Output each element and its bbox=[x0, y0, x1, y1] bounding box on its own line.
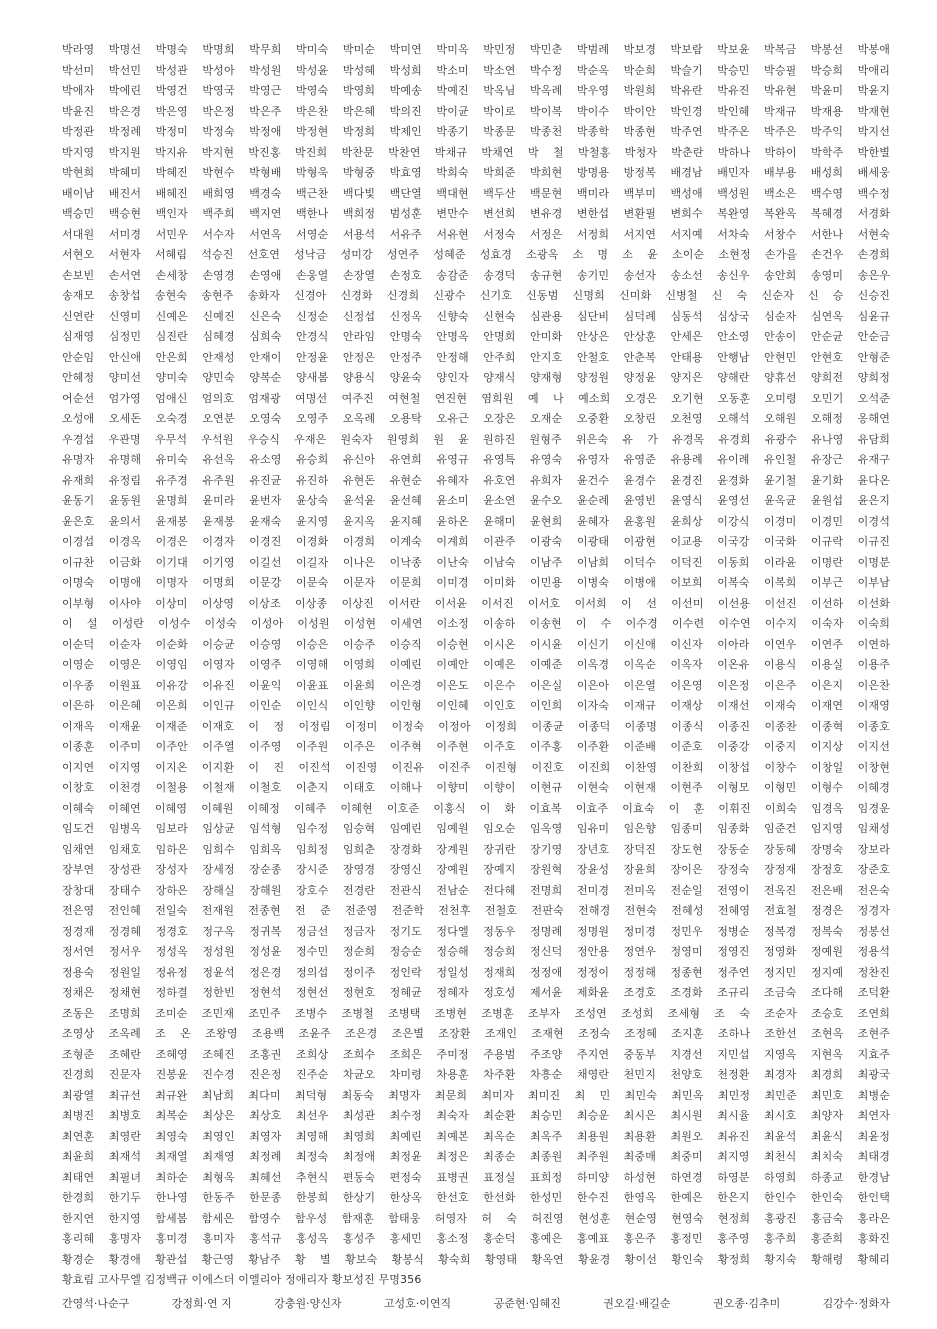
donor-names-line: 최윤희 최재석 최재열 최재영 최정례 최정숙 최정애 최정윤 최정은 최종순 최종원 최주원 최중매 최중미 최지영 최천식 최치숙 최태경 bbox=[62, 1150, 890, 1163]
donor-names-line: 이경섭 이경옥 이경은 이경자 이경진 이경화 이경희 이계숙 이계희 이관주 이광숙 이광태 이광현 이교용 이국강 이국화 이규락 이규진 bbox=[62, 535, 890, 548]
donor-names-line: 박윤진 박은경 박은영 박은정 박은주 박은찬 박은혜 박의진 박이균 박이로 박이복 박이수 박이안 박인경 박인혜 박재규 박재용 박재현 bbox=[62, 104, 890, 118]
donor-names-line: 신연란 신영미 신예은 신예진 신은숙 신정순 신정섭 신정옥 신향숙 신현숙 심관용 심단비 심덕례 심동석 심상국 심순자 심연옥 심윤규 bbox=[62, 309, 890, 323]
donor-names-line: 어순선 엄가영 엄애신 엄의호 엄재광 여명선 여주진 여현철 연진현 염희원 예 나 예소희 오경은 오기현 오동훈 오미령 오민기 오석준 bbox=[62, 391, 890, 405]
donor-names-line: 이은하 이은혜 이은희 이인규 이인순 이인식 이인향 이인형 이인혜 이인호 이인희 이자숙 이재규 이재상 이재선 이재숙 이재연 이재영 bbox=[62, 699, 890, 712]
donor-names-line: 최태연 최필녀 최하순 최형옥 최혜선 추현식 편동숙 편정숙 표병권 표정실 표희정 하미양 하성현 하연경 하영분 하영희 하종교 한경남 bbox=[62, 1170, 890, 1184]
donor-names-line: 전은영 전인혜 전일숙 전재원 전종현 전 준 전준영 전준학 전천후 전철호 전판숙 전해경 전현숙 전혜성 전혜영 전효철 정경은 정경자 bbox=[62, 904, 890, 917]
donor-names-line: 윤은호 윤의서 윤재봉 윤재봉 윤재숙 윤지영 윤지옥 윤지혜 윤하온 윤해미 윤현희 윤혜자 윤홍원 윤희상 이강식 이경미 이경민 이경석 bbox=[62, 514, 890, 528]
donor-names-line: 유명자 유명해 유미숙 유선옥 유소영 유승희 유신아 유연희 유영규 유영특 유영숙 유영자 유영준 유용례 유이례 유인철 유장근 유재구 bbox=[62, 453, 890, 466]
donor-names-line: 이지연 이지영 이지온 이지환 이 진 이진석 이진영 이진유 이진주 이진형 이진호 이진희 이찬영 이찬희 이창섭 이창수 이창일 이창현 bbox=[62, 760, 890, 774]
donor-names-line: 이재옥 이재윤 이재준 이재호 이 정 이정림 이정미 이정숙 이정아 이정희 이종균 이종덕 이종명 이종식 이종진 이종찬 이종혁 이종호 bbox=[62, 719, 890, 733]
donor-names-line: 한지연 한지영 함세봄 함세은 함영수 함우성 함재훈 함태웅 허영자 허 숙 허진영 현성훈 현순영 현영숙 현정희 홍광진 홍금숙 홍라은 bbox=[62, 1211, 890, 1225]
donor-names-line: 한경희 한기두 한나영 한동주 한문종 한봉희 한상기 한상옥 한선호 한선화 한성민 한수진 한영옥 한예은 한은지 한인수 한인숙 한인택 bbox=[62, 1191, 890, 1204]
donor-names-line: 심재영 심정민 심진란 심혜경 심희숙 안경식 안라임 안명숙 안명옥 안명희 안미화 안상은 안상훈 안세은 안소영 안송이 안순균 안순금 bbox=[62, 330, 890, 343]
donor-names-line: 이우종 이원표 이유강 이유진 이윤익 이윤표 이윤희 이은경 이은도 이은수 이은실 이은아 이은열 이은영 이은정 이은주 이은지 이은찬 bbox=[62, 678, 890, 692]
donor-names-line: 박현희 박혜미 박혜진 박현수 박형배 박형욱 박형중 박효영 박희숙 박희준 박희현 방명용 방정복 배경남 배민자 배부용 배성희 배세웅 bbox=[62, 166, 890, 179]
donor-names-line: 정경재 정경혜 정경호 정구옥 정귀복 정금선 정금자 정기도 정다엘 정동우 정명례 정명원 정미경 정민우 정병순 정복경 정복숙 정봉선 bbox=[62, 924, 890, 938]
couple-name-pair: 권오길·배길순 bbox=[603, 1296, 671, 1310]
donor-names-line: 이명숙 이명애 이명자 이명희 이문강 이문숙 이문자 이문희 이미경 이미화 이민용 이병숙 이병애 이보희 이복숙 이복희 이부근 이부남 bbox=[62, 576, 890, 589]
donor-names-line: 임채연 임채호 임하은 임희수 임희옥 임희정 임희춘 장경화 장계원 장귀란 장기영 장년호 장덕진 장도현 장동순 장동혜 장명숙 장보라 bbox=[62, 842, 890, 856]
donor-names-line: 조영상 조옥례 조 온 조왕영 조용백 조윤주 조은경 조은별 조장환 조재인 조재현 조정숙 조정혜 조지훈 조하나 조한선 조현옥 조현주 bbox=[62, 1027, 890, 1040]
couple-name-pair: 강정희·연 지 bbox=[171, 1296, 232, 1310]
donor-names-line: 황경순 황경애 황관섭 황근영 황남주 황 별 황보숙 황봉식 황숙희 황영태 황옥연 황윤경 황이선 황인숙 황정희 황지숙 황해령 황혜리 bbox=[62, 1252, 890, 1266]
donor-names-line: 오성애 오세돈 오숙경 오연분 오영숙 오영주 오옥례 오용탁 오유근 오장은 오재순 오중환 오창린 오천영 오해석 오해원 오해정 옹해연 bbox=[62, 412, 890, 425]
couple-name-pair: 공준현·임혜진 bbox=[493, 1296, 561, 1310]
donor-names-line: 정용숙 정원일 정유정 정윤석 정은경 정의섭 정이주 정인락 정일성 정재희 정정애 정정이 정정해 정종현 정주연 정지민 정지예 정찬진 bbox=[62, 965, 890, 979]
donor-list-page bbox=[62, 40, 890, 1311]
donor-names-line: 이규찬 이금화 이기대 이기영 이길선 이길자 이나은 이낙종 이난숙 이남숙 이남주 이남희 이덕수 이덕진 이동희 이라윤 이명란 이명분 bbox=[62, 555, 890, 569]
donor-names-line: 이종훈 이주미 이주안 이주열 이주영 이주원 이주은 이주혁 이주현 이주호 이주홍 이주환 이준배 이준호 이중강 이중지 이지상 이지선 bbox=[62, 740, 890, 753]
donor-names-line: 배이남 배진서 배혜진 배희영 백경숙 백근찬 백다빛 백단열 백대현 백두산 백문현 백미라 백부미 백성애 백성원 백소은 백수영 백수정 bbox=[62, 186, 890, 200]
donor-names-line: 최연훈 최영란 최영숙 최영인 최영자 최영해 최영희 최예린 최예본 최옥순 최옥주 최용원 최용환 최원오 최유진 최윤석 최윤식 최윤정 bbox=[62, 1129, 890, 1143]
couple-name-pair: 권오종·김추미 bbox=[712, 1296, 781, 1310]
donor-names-line: 장창대 장태수 장하은 장해실 장해원 장호수 전경란 전관식 전남순 전다혜 전명희 전미경 전미옥 전순일 전영이 전옥진 전은배 전은숙 bbox=[62, 883, 890, 897]
donor-names-line: 조동은 조명희 조미순 조민재 조민주 조병수 조병철 조병택 조병현 조병훈 조부자 조성연 조성희 조세형 조 숙 조순자 조승호 조연희 bbox=[62, 1006, 890, 1020]
donor-names-line: 서현오 서현자 서혜림 석승진 선호연 성낙금 성미강 성연주 성혜준 성효경 소광옥 소 명 소 윤 소이순 소현정 손가을 손건우 손경희 bbox=[62, 248, 890, 261]
donor-names-line: 안혜정 양미선 양미숙 양민숙 양복순 양새봄 양용식 양윤숙 양인자 양재식 양재형 양정원 양정윤 양지은 양해란 양휴선 양희전 양희정 bbox=[62, 371, 890, 384]
donor-names-block bbox=[62, 40, 890, 1291]
donor-names-line: 박선미 박선민 박성관 박성아 박성원 박성윤 박성혜 박성희 박소미 박소연 박수정 박순옥 박순희 박슬기 박승민 박승필 박승희 박애리 bbox=[62, 63, 890, 77]
donor-names-line: 이혜숙 이혜연 이혜영 이혜원 이혜정 이혜주 이혜현 이호준 이홍식 이 화 이효복 이효주 이효숙 이 훈 이휘진 이희숙 임경옥 임경운 bbox=[62, 801, 890, 815]
donor-names-line: 이 설 이성란 이성수 이성숙 이성아 이성원 이성현 이세연 이소정 이송하 이송현 이 수 이수경 이수련 이수연 이수지 이숙자 이숙희 bbox=[62, 617, 890, 630]
donor-names-line: 홍리혜 홍명자 홍미경 홍미자 홍석규 홍성옥 홍성주 홍세민 홍소정 홍순덕 홍예은 홍예표 홍은주 홍정민 홍주영 홍주희 홍준희 홍화진 bbox=[62, 1232, 890, 1245]
couple-names-line bbox=[62, 1295, 890, 1311]
donor-names-line: 백승민 백승현 백인자 백주희 백지연 백한나 백희정 범성훈 변만수 변선희 변유경 변한섭 변환필 변희수 복완영 복완옥 복혜경 서경화 bbox=[62, 207, 890, 220]
donor-names-line: 조형준 조혜란 조혜영 조혜진 조홍권 조희상 조희수 조희은 주미정 주용범 주조양 주지연 중동부 지경선 지민섭 지영옥 지현옥 지효주 bbox=[62, 1047, 890, 1061]
donor-names-line: 임도건 임병옥 임보라 임상균 임석형 임수정 임승혁 임예린 임예원 임오순 임옥영 임유미 임은향 임종미 임종화 임준건 임지영 임채성 bbox=[62, 822, 890, 835]
donor-names-line: 이부형 이사야 이상미 이상영 이상조 이상종 이상진 이서란 이서윤 이서진 이서호 이서희 이 선 이선미 이선용 이선진 이선하 이선화 bbox=[62, 596, 890, 610]
donor-names-line: 이창호 이천경 이철용 이철재 이철호 이춘지 이태호 이해나 이향미 이향이 이현규 이현숙 이현재 이현주 이형모 이형민 이형수 이혜경 bbox=[62, 781, 890, 794]
couple-name-pair: 간영석·나순구 bbox=[62, 1296, 130, 1310]
donor-names-line: 이순덕 이순자 이순화 이승균 이승영 이승은 이승주 이승직 이승현 이시온 이시윤 이신기 이신애 이신자 이아라 이연우 이연주 이연하 bbox=[62, 637, 890, 651]
couple-name-pair: 김강수·정화자 bbox=[822, 1296, 890, 1310]
donor-names-line: 정채은 정채현 정하결 정한빈 정현석 정현선 정현호 정혜균 정혜자 정호성 제서윤 제화윤 조경호 조경화 조규리 조금숙 조다해 조덕환 bbox=[62, 986, 890, 999]
donor-names-line: 황효림 고사무엘 김정백규 이에스더 이엘리아 정애리자 황보성진 무명356 bbox=[62, 1273, 422, 1286]
donor-names-line: 유재희 유정림 유주경 유주원 유진균 유진하 유현돈 유현순 유혜자 유호연 유희자 윤건수 윤경수 윤경진 윤경화 윤기철 윤기화 윤다온 bbox=[62, 473, 890, 487]
donor-names-line: 최병진 최병호 최복순 최상은 최상호 최선우 최성관 최수정 최숙자 최순환 최승민 최승운 최시은 최시원 최시율 최시호 최양자 최연자 bbox=[62, 1109, 890, 1122]
donor-names-line: 손보빈 손서연 손세창 손영경 손영애 손웅열 손장열 손정호 송감준 송경덕 송규현 송기민 송선자 송소선 송신우 송안희 송영미 송은우 bbox=[62, 268, 890, 282]
donor-names-line: 박지영 박지원 박지유 박지현 박진홍 박진희 박찬문 박찬연 박채규 박채연 박 철 박철홍 박청자 박춘란 박하나 박하이 박학주 박한별 bbox=[62, 145, 890, 159]
donor-names-line: 이영순 이영은 이영임 이영자 이영주 이영해 이영희 이예린 이예안 이예은 이예준 이옥경 이옥순 이옥자 이온유 이용식 이용실 이용주 bbox=[62, 658, 890, 671]
donor-names-line: 윤동기 윤동원 윤명희 윤미라 윤번자 윤상숙 윤석윤 윤선혜 윤소미 윤소연 윤수오 윤순례 윤영빈 윤영식 윤영선 윤옥균 윤원섭 윤은지 bbox=[62, 494, 890, 507]
donor-names-line: 정서연 정서우 정성옥 정성원 정성윤 정수민 정순희 정승순 정승해 정승희 정신덕 정안용 정연우 정영미 정영진 정영화 정예원 정용석 bbox=[62, 945, 890, 958]
couple-name-pair: 강충원·양신자 bbox=[274, 1296, 342, 1310]
donor-names-line: 서대원 서미경 서민우 서수자 서연옥 서영순 서용석 서유주 서유현 서정숙 서정은 서정희 서지연 서지예 서차숙 서창수 서한나 서현숙 bbox=[62, 227, 890, 241]
donor-names-line: 안순임 안신애 안은희 안재성 안재이 안정윤 안정은 안정주 안정해 안주희 안지호 안철호 안춘복 안태용 안행남 안현민 안현호 안형준 bbox=[62, 350, 890, 364]
donor-names-line: 최광열 최규선 최규완 최남희 최다미 최덕형 최동숙 최명자 최문희 최미자 최미진 최 민 최민숙 최민옥 최민정 최민준 최민호 최병순 bbox=[62, 1088, 890, 1102]
donor-names-line: 진경희 진문자 진봉윤 진수경 진은정 진주순 차균오 차미령 차용훈 차주환 차흥순 채영란 천민지 천양호 천정환 최경자 최경희 최광국 bbox=[62, 1068, 890, 1081]
donor-names-line: 장부연 장성관 장성자 장세정 장순종 장시준 장영경 장영신 장예원 장예지 장원혁 장윤성 장윤희 장이은 장정숙 장정재 장정호 장준호 bbox=[62, 863, 890, 876]
donor-names-line: 우경섭 우관명 우무석 우석원 우승식 우재은 원숙자 원영희 원 윤 원하진 원형주 위은숙 유 가 유경목 유경희 유광수 유나영 유담희 bbox=[62, 432, 890, 446]
couple-name-pair: 고성호·이연직 bbox=[383, 1296, 452, 1310]
donor-names-line: 박애자 박에린 박영건 박영국 박영근 박영숙 박영희 박예송 박예진 박옥님 박옥례 박우영 박원희 박유란 박유진 박유현 박윤미 박윤지 bbox=[62, 84, 890, 97]
donor-names-line: 박라영 박명선 박명숙 박명희 박무희 박미숙 박미순 박미연 박미옥 박민정 박민춘 박범례 박보경 박보람 박보윤 박복금 박봉선 박봉애 bbox=[62, 43, 890, 56]
donor-names-line: 송재모 송창섭 송현숙 송현주 송화자 신경아 신경화 신경희 신광수 신기호 신동범 신명희 신미화 신병철 신 숙 신순자 신 승 신승진 bbox=[62, 289, 890, 302]
donor-names-line: 박정관 박정례 박정미 박정숙 박정애 박정현 박정희 박제인 박종기 박종문 박종천 박종학 박종현 박주연 박주온 박주은 박주익 박지선 bbox=[62, 125, 890, 138]
